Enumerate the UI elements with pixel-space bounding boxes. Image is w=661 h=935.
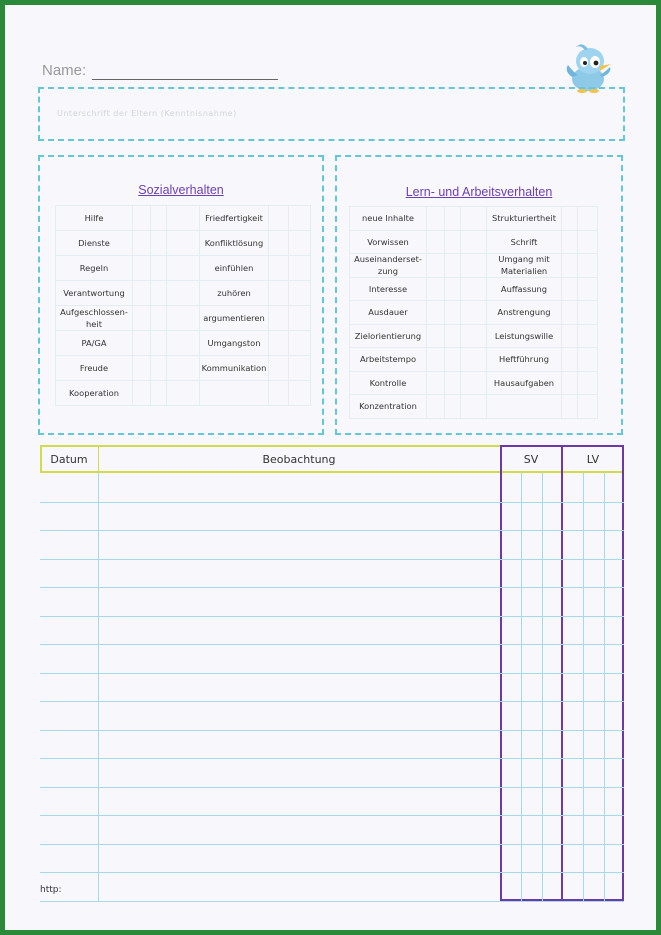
rating-cell[interactable] bbox=[167, 381, 200, 406]
table-row-line bbox=[40, 559, 624, 560]
rating-cell[interactable] bbox=[461, 278, 487, 302]
rating-cell[interactable] bbox=[151, 206, 167, 231]
rating-cell[interactable] bbox=[427, 325, 445, 349]
table-row-line bbox=[40, 701, 624, 702]
rating-cell[interactable] bbox=[289, 281, 311, 306]
rating-cell[interactable] bbox=[289, 356, 311, 381]
category-label: Umgangston bbox=[200, 331, 269, 356]
rating-cell[interactable] bbox=[578, 278, 598, 302]
category-label: Freude bbox=[56, 356, 133, 381]
category-label: Hilfe bbox=[56, 206, 133, 231]
rating-cell[interactable] bbox=[461, 325, 487, 349]
rating-cell[interactable] bbox=[269, 331, 289, 356]
category-label: Kontrolle bbox=[350, 372, 427, 396]
rating-cell[interactable] bbox=[562, 207, 578, 231]
category-label: Regeln bbox=[56, 256, 133, 281]
table-row-line bbox=[40, 787, 624, 788]
rating-cell[interactable] bbox=[562, 231, 578, 255]
rating-cell[interactable] bbox=[133, 381, 151, 406]
rating-cell[interactable] bbox=[133, 256, 151, 281]
footer-url: http: bbox=[40, 885, 62, 895]
rating-cell[interactable] bbox=[427, 348, 445, 372]
rating-cell[interactable] bbox=[578, 207, 598, 231]
rating-cell[interactable] bbox=[445, 372, 461, 396]
rating-cell[interactable] bbox=[461, 372, 487, 396]
sozialverhalten-grid bbox=[55, 205, 311, 406]
rating-cell[interactable] bbox=[427, 207, 445, 231]
rating-subcolumn-line bbox=[583, 473, 584, 901]
rating-cell[interactable] bbox=[578, 395, 598, 419]
rating-cell[interactable] bbox=[269, 256, 289, 281]
table-row-line bbox=[40, 872, 624, 873]
rating-cell[interactable] bbox=[151, 381, 167, 406]
rating-cell[interactable] bbox=[133, 356, 151, 381]
rating-cell[interactable] bbox=[461, 348, 487, 372]
name-row bbox=[42, 60, 302, 84]
rating-cell[interactable] bbox=[427, 372, 445, 396]
category-label: Umgang mit Materialien bbox=[487, 254, 562, 278]
category-label bbox=[200, 381, 269, 406]
rating-cell[interactable] bbox=[269, 381, 289, 406]
category-label: Strukturiertheit bbox=[487, 207, 562, 231]
rating-cell[interactable] bbox=[289, 231, 311, 256]
lern-arbeitsverhalten-grid bbox=[349, 206, 598, 419]
rating-subcolumn-line bbox=[521, 473, 522, 901]
rating-cell[interactable] bbox=[167, 206, 200, 231]
table-row-line bbox=[40, 758, 624, 759]
rating-cell[interactable] bbox=[269, 306, 289, 331]
category-label: Verantwortung bbox=[56, 281, 133, 306]
rating-cell[interactable] bbox=[269, 356, 289, 381]
rating-cell[interactable] bbox=[167, 281, 200, 306]
category-label: einfühlen bbox=[200, 256, 269, 281]
table-row-line bbox=[40, 673, 624, 674]
rating-cell[interactable] bbox=[445, 207, 461, 231]
rating-cell[interactable] bbox=[133, 281, 151, 306]
rating-cell[interactable] bbox=[289, 306, 311, 331]
category-label: Anstrengung bbox=[487, 301, 562, 325]
rating-cell[interactable] bbox=[151, 306, 167, 331]
category-label: Auseinanderset- zung bbox=[350, 254, 427, 278]
observation-table bbox=[40, 445, 624, 901]
category-label: Friedfertigkeit bbox=[200, 206, 269, 231]
rating-cell[interactable] bbox=[445, 254, 461, 278]
table-row-line bbox=[40, 502, 624, 503]
rating-cell[interactable] bbox=[289, 256, 311, 281]
category-label: Vorwissen bbox=[350, 231, 427, 255]
rating-cell[interactable] bbox=[151, 281, 167, 306]
rating-cell[interactable] bbox=[427, 395, 445, 419]
rating-cell[interactable] bbox=[427, 301, 445, 325]
rating-cell[interactable] bbox=[151, 356, 167, 381]
rating-cell[interactable] bbox=[445, 348, 461, 372]
category-label bbox=[487, 395, 562, 419]
category-label: neue Inhalte bbox=[350, 207, 427, 231]
category-label: Leistungswille bbox=[487, 325, 562, 349]
rating-cell[interactable] bbox=[133, 331, 151, 356]
rating-cell[interactable] bbox=[562, 301, 578, 325]
rating-cell[interactable] bbox=[461, 254, 487, 278]
header-datum: Datum bbox=[50, 452, 88, 466]
header-lv: LV bbox=[586, 452, 600, 466]
rating-cell[interactable] bbox=[562, 372, 578, 396]
table-row-line bbox=[40, 901, 624, 902]
rating-cell[interactable] bbox=[562, 278, 578, 302]
category-label: Zielorientierung bbox=[350, 325, 427, 349]
category-label: Interesse bbox=[350, 278, 427, 302]
rating-cell[interactable] bbox=[461, 301, 487, 325]
rating-cell[interactable] bbox=[578, 325, 598, 349]
header-sv: SV bbox=[523, 452, 539, 466]
rating-cell[interactable] bbox=[562, 254, 578, 278]
rating-cell[interactable] bbox=[562, 325, 578, 349]
rating-cell[interactable] bbox=[167, 356, 200, 381]
category-label: Kommunikation bbox=[200, 356, 269, 381]
rating-cell[interactable] bbox=[427, 231, 445, 255]
rating-cell[interactable] bbox=[427, 254, 445, 278]
rating-cell[interactable] bbox=[167, 306, 200, 331]
rating-cell[interactable] bbox=[578, 231, 598, 255]
rating-cell[interactable] bbox=[562, 395, 578, 419]
name-input-line[interactable] bbox=[92, 79, 278, 80]
rating-cell[interactable] bbox=[562, 348, 578, 372]
rating-cell[interactable] bbox=[445, 278, 461, 302]
category-label: Heftführung bbox=[487, 348, 562, 372]
rating-cell[interactable] bbox=[269, 206, 289, 231]
rating-cell[interactable] bbox=[151, 331, 167, 356]
rating-cell[interactable] bbox=[445, 231, 461, 255]
category-label: Konzentration bbox=[350, 395, 427, 419]
lern-arbeitsverhalten-section bbox=[335, 155, 623, 435]
rating-subcolumn-line bbox=[542, 473, 543, 901]
category-label: Dienste bbox=[56, 231, 133, 256]
table-row-line bbox=[40, 530, 624, 531]
category-label: Arbeitstempo bbox=[350, 348, 427, 372]
category-label: Auffassung bbox=[487, 278, 562, 302]
category-label: Kooperation bbox=[56, 381, 133, 406]
rating-cell[interactable] bbox=[445, 395, 461, 419]
category-label: Schrift bbox=[487, 231, 562, 255]
header-beobachtung: Beobachtung bbox=[262, 452, 336, 466]
category-label: PA/GA bbox=[56, 331, 133, 356]
rating-cell[interactable] bbox=[167, 331, 200, 356]
category-label: Ausdauer bbox=[350, 301, 427, 325]
name-label: Name: bbox=[42, 62, 87, 79]
parent-signature-box[interactable] bbox=[38, 87, 625, 141]
table-row-line bbox=[40, 815, 624, 816]
rating-subcolumn-line bbox=[604, 473, 605, 901]
signature-hint: Unterschrift der Eltern (Kenntnisnahme) bbox=[57, 109, 237, 118]
rating-cell[interactable] bbox=[269, 231, 289, 256]
rating-cell[interactable] bbox=[578, 301, 598, 325]
rating-cell[interactable] bbox=[151, 231, 167, 256]
category-label: Konfliktlösung bbox=[200, 231, 269, 256]
rating-cell[interactable] bbox=[445, 325, 461, 349]
rating-cell[interactable] bbox=[151, 256, 167, 281]
category-label: zuhören bbox=[200, 281, 269, 306]
table-row-line bbox=[40, 844, 624, 845]
table-row-line bbox=[40, 644, 624, 645]
table-row-line bbox=[40, 616, 624, 617]
rating-cell[interactable] bbox=[289, 206, 311, 231]
rating-cell[interactable] bbox=[289, 331, 311, 356]
rating-cell[interactable] bbox=[133, 231, 151, 256]
observation-rows bbox=[40, 473, 624, 901]
datum-header-divider bbox=[98, 445, 99, 473]
rating-cell[interactable] bbox=[461, 231, 487, 255]
rating-cell[interactable] bbox=[578, 348, 598, 372]
rating-cell[interactable] bbox=[133, 306, 151, 331]
category-label: Aufgeschlossen- heit bbox=[56, 306, 133, 331]
rating-cell[interactable] bbox=[445, 301, 461, 325]
category-label: Hausaufgaben bbox=[487, 372, 562, 396]
rating-cell[interactable] bbox=[427, 278, 445, 302]
rating-cell[interactable] bbox=[578, 254, 598, 278]
rating-cell[interactable] bbox=[167, 231, 200, 256]
rating-cell[interactable] bbox=[289, 381, 311, 406]
worksheet-page bbox=[5, 5, 656, 930]
table-row-line bbox=[40, 730, 624, 731]
rating-cell[interactable] bbox=[269, 281, 289, 306]
rating-cell[interactable] bbox=[167, 256, 200, 281]
rating-cell[interactable] bbox=[578, 372, 598, 396]
table-row-line bbox=[40, 587, 624, 588]
rating-cell[interactable] bbox=[461, 207, 487, 231]
sozialverhalten-title: Sozialverhalten bbox=[138, 183, 224, 197]
category-label: argumentieren bbox=[200, 306, 269, 331]
rating-cell[interactable] bbox=[133, 206, 151, 231]
lern-arbeitsverhalten-title: Lern- und Arbeitsverhalten bbox=[405, 185, 553, 199]
rating-cell[interactable] bbox=[461, 395, 487, 419]
sozialverhalten-section bbox=[38, 155, 324, 435]
